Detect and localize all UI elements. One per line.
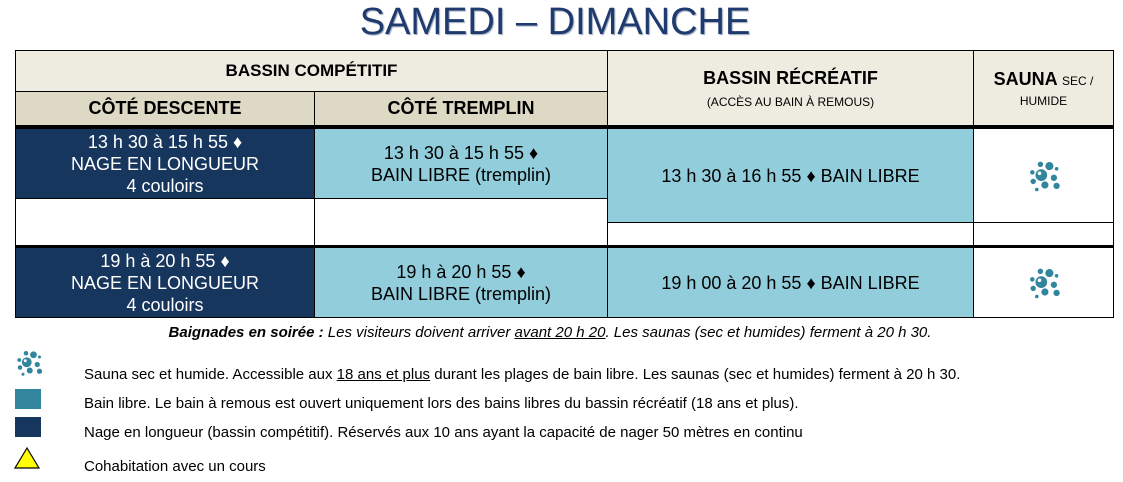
header-cote-tremplin <box>314 91 608 126</box>
row1-descente-time: 13 h 30 à 15 h 55 ♦ <box>87 131 243 152</box>
header-sauna-humide: HUMIDE <box>1019 93 1068 108</box>
header-sauna-label: SAUNA <box>993 68 1057 89</box>
row1-recreatif-text: 13 h 30 à 16 h 55 ♦ BAIN LIBRE <box>661 165 920 186</box>
row2-tremplin-cell <box>314 247 608 318</box>
evening-note-text1: Les visiteurs doivent arriver <box>323 324 515 341</box>
page-title: SAMEDI – DIMANCHE <box>359 1 751 43</box>
legend-bain-swatch <box>15 389 41 409</box>
legend-cours: Cohabitation avec un cours <box>84 458 266 475</box>
row2-tremplin-time: 19 h à 20 h 55 ♦ <box>396 261 526 282</box>
row2-descente-activity: NAGE EN LONGUEUR <box>70 272 260 293</box>
row1-descente-cell <box>15 128 315 199</box>
header-cote-tremplin-label: CÔTÉ TREMPLIN <box>387 98 535 118</box>
row1-descente-lanes: 4 couloirs <box>126 175 204 196</box>
row2-recreatif-cell <box>607 247 974 318</box>
row2-tremplin-activity: BAIN LIBRE (tremplin) <box>370 283 552 304</box>
row2-descente-time: 19 h à 20 h 55 ♦ <box>100 250 230 271</box>
header-bassin-recreatif-sub: (ACCÈS AU BAIN À REMOUS) <box>706 94 875 109</box>
header-cote-descente-label: CÔTÉ DESCENTE <box>88 98 242 118</box>
row1-sauna-spacer <box>973 222 1114 246</box>
sauna-icon <box>1026 265 1062 301</box>
header-cote-descente <box>15 91 315 126</box>
legend-nage: Nage en longueur (bassin compétitif). Réservés aux 10 ans ayant la capacité de nager 50 mètres en continu <box>84 424 803 441</box>
row2-descente-lanes: 4 couloirs <box>126 294 204 315</box>
row1-tremplin-cell <box>314 128 608 199</box>
row2-descente-cell <box>15 247 315 318</box>
row1-tremplin-spacer <box>314 198 608 246</box>
evening-note-title: Baignades en soirée : <box>168 324 324 341</box>
row1-tremplin-time: 13 h 30 à 15 h 55 ♦ <box>383 142 539 163</box>
row1-sauna-cell <box>973 128 1114 223</box>
row1-descente-spacer <box>15 198 315 246</box>
header-sauna <box>973 50 1114 126</box>
header-sauna-sec: SEC / <box>1062 73 1094 88</box>
row2-recreatif-text: 19 h 00 à 20 h 55 ♦ BAIN LIBRE <box>661 272 920 293</box>
header-sauna-line1 <box>994 69 1094 90</box>
row2-sauna-cell <box>973 247 1114 318</box>
legend-nage-swatch <box>15 417 41 437</box>
evening-note-underline: avant 20 h 20 <box>514 324 606 341</box>
header-bassin-competitif-label: BASSIN COMPÉTITIF <box>225 61 398 80</box>
header-bassin-competitif <box>15 50 608 92</box>
legend-sauna-a: Sauna sec et humide. Accessible aux <box>84 366 337 383</box>
sauna-icon <box>14 348 44 378</box>
header-bassin-recreatif <box>607 50 974 126</box>
legend-bain: Bain libre. Le bain à remous est ouvert uniquement lors des bains libres du bassin récréatif (18 ans et plus). <box>84 395 799 412</box>
warning-triangle-icon <box>13 446 41 470</box>
row1-recreatif-spacer <box>607 222 974 246</box>
row1-descente-activity: NAGE EN LONGUEUR <box>70 153 260 174</box>
evening-note <box>0 324 1100 341</box>
legend-sauna-b: durant les plages de bain libre. Les saunas (sec et humides) ferment à 20 h 30. <box>430 366 961 383</box>
row1-recreatif-cell <box>607 128 974 223</box>
header-bassin-recreatif-label: BASSIN RÉCRÉATIF <box>703 67 878 88</box>
sauna-icon <box>1026 158 1062 194</box>
evening-note-text2: . Les saunas (sec et humides) ferment à 20 h 30. <box>605 324 932 341</box>
legend-sauna <box>84 366 960 383</box>
row1-tremplin-activity: BAIN LIBRE (tremplin) <box>370 164 552 185</box>
legend-sauna-u: 18 ans et plus <box>336 366 431 383</box>
